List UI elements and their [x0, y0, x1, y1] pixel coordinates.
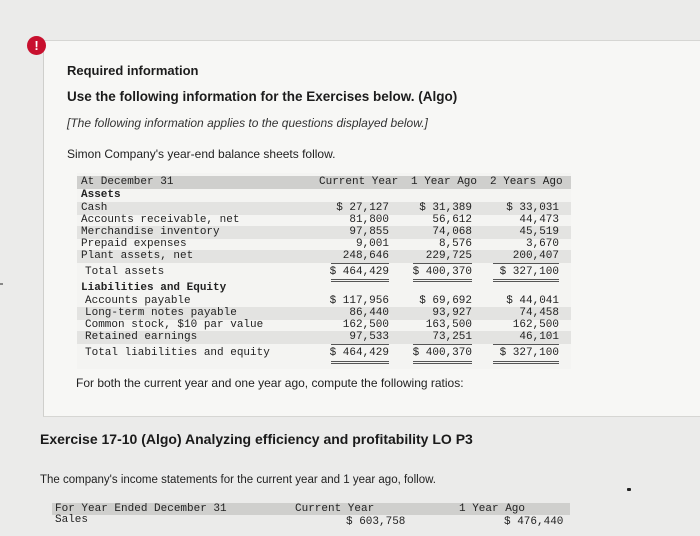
sales-current-year: $ 603,758	[346, 516, 406, 528]
row-label: Total assets	[85, 266, 165, 278]
double-underline	[493, 279, 559, 280]
liabilities-title: Liabilities and Equity	[81, 282, 227, 294]
double-underline	[493, 363, 559, 364]
double-underline	[413, 363, 472, 364]
sales-one-year-ago: $ 476,440	[504, 516, 564, 528]
value-two-years-ago: 74,458	[519, 307, 559, 319]
underline	[331, 344, 389, 345]
liabilities-section-row	[77, 282, 571, 295]
underline	[413, 344, 472, 345]
value-current-year: 97,533	[349, 331, 389, 343]
total-liabilities-row	[77, 347, 571, 360]
header-two-years-ago: 2 Years Ago	[490, 176, 563, 188]
instructions-note: [The following information applies to the questions displayed below.]	[67, 116, 428, 130]
dot-mark	[627, 488, 631, 491]
value-one-year-ago: $ 400,370	[412, 347, 472, 359]
double-underline	[331, 363, 389, 364]
double-underline	[331, 279, 389, 280]
edge-mark	[0, 283, 3, 285]
row-label: Cash	[81, 202, 108, 214]
value-one-year-ago: 93,927	[432, 307, 472, 319]
balance-sheet-table	[77, 173, 571, 369]
row-label: Plant assets, net	[81, 250, 194, 262]
header-label: At December 31	[81, 176, 174, 188]
value-current-year: $ 464,429	[329, 266, 389, 278]
value-one-year-ago: 229,725	[425, 250, 472, 262]
value-current-year: 248,646	[342, 250, 389, 262]
value-current-year: 162,500	[342, 319, 389, 331]
double-underline	[413, 279, 472, 280]
exercise-intro: The company's income statements for the current year and 1 year ago, follow.	[40, 474, 436, 486]
row-label: Merchandise inventory	[81, 226, 220, 238]
value-one-year-ago: 163,500	[425, 319, 472, 331]
value-one-year-ago: $ 400,370	[412, 266, 472, 278]
row-label: Long-term notes payable	[85, 307, 237, 319]
header-one-year-ago: 1 Year Ago	[459, 503, 526, 515]
row-label: Prepaid expenses	[81, 238, 187, 250]
value-one-year-ago: 74,068	[432, 226, 472, 238]
row-label: Accounts payable	[85, 295, 191, 307]
row-label: Common stock, $10 par value	[85, 319, 264, 331]
alert-icon[interactable]: !	[27, 36, 46, 55]
required-information-title: Required information	[67, 63, 199, 78]
sales-label: Sales	[55, 514, 89, 526]
value-two-years-ago: $ 33,031	[506, 202, 559, 214]
value-two-years-ago: 200,407	[512, 250, 559, 262]
underline	[493, 344, 559, 345]
value-two-years-ago: $ 327,100	[499, 347, 559, 359]
value-two-years-ago: 45,519	[519, 226, 559, 238]
value-one-year-ago: 56,612	[432, 214, 472, 226]
assets-section-row	[77, 189, 571, 202]
value-current-year: $ 464,429	[329, 347, 389, 359]
table-row	[77, 250, 571, 263]
balance-sheet-intro: Simon Company's year-end balance sheets follow.	[67, 147, 336, 161]
table-header-row	[77, 176, 571, 189]
income-statement-table	[52, 503, 570, 536]
underline	[413, 263, 472, 264]
row-label: Retained earnings	[85, 331, 198, 343]
instructions-heading: Use the following information for the Exercises below. (Algo)	[67, 89, 458, 104]
header-current-year: Current Year	[319, 176, 399, 188]
value-one-year-ago: $ 31,389	[419, 202, 472, 214]
value-two-years-ago: 162,500	[512, 319, 559, 331]
header-one-year-ago: 1 Year Ago	[411, 176, 478, 188]
value-one-year-ago: $ 69,692	[419, 295, 472, 307]
table-row	[77, 331, 571, 344]
header-label: For Year Ended December 31	[55, 503, 227, 515]
value-two-years-ago: $ 44,041	[506, 295, 559, 307]
row-label: Accounts receivable, net	[81, 214, 240, 226]
value-current-year: $ 117,956	[329, 295, 389, 307]
underline	[331, 263, 389, 264]
underline	[493, 263, 559, 264]
value-current-year: $ 27,127	[336, 202, 389, 214]
double-underline	[331, 361, 389, 362]
value-one-year-ago: 8,576	[438, 238, 472, 250]
value-current-year: 81,800	[349, 214, 389, 226]
value-two-years-ago: $ 327,100	[499, 266, 559, 278]
row-label: Total liabilities and equity	[85, 347, 270, 359]
value-current-year: 97,855	[349, 226, 389, 238]
value-current-year: 86,440	[349, 307, 389, 319]
assets-title: Assets	[81, 189, 121, 201]
value-two-years-ago: 3,670	[525, 238, 559, 250]
value-current-year: 9,001	[355, 238, 389, 250]
exercise-title: Exercise 17-10 (Algo) Analyzing efficiency and profitability LO P3	[40, 431, 473, 447]
double-underline	[413, 361, 472, 362]
value-two-years-ago: 44,473	[519, 214, 559, 226]
ratios-instruction: For both the current year and one year ago, compute the following ratios:	[76, 376, 464, 390]
total-assets-row	[77, 266, 571, 279]
header-current-year: Current Year	[295, 503, 375, 515]
double-underline	[493, 361, 559, 362]
value-one-year-ago: 73,251	[432, 331, 472, 343]
value-two-years-ago: 46,101	[519, 331, 559, 343]
